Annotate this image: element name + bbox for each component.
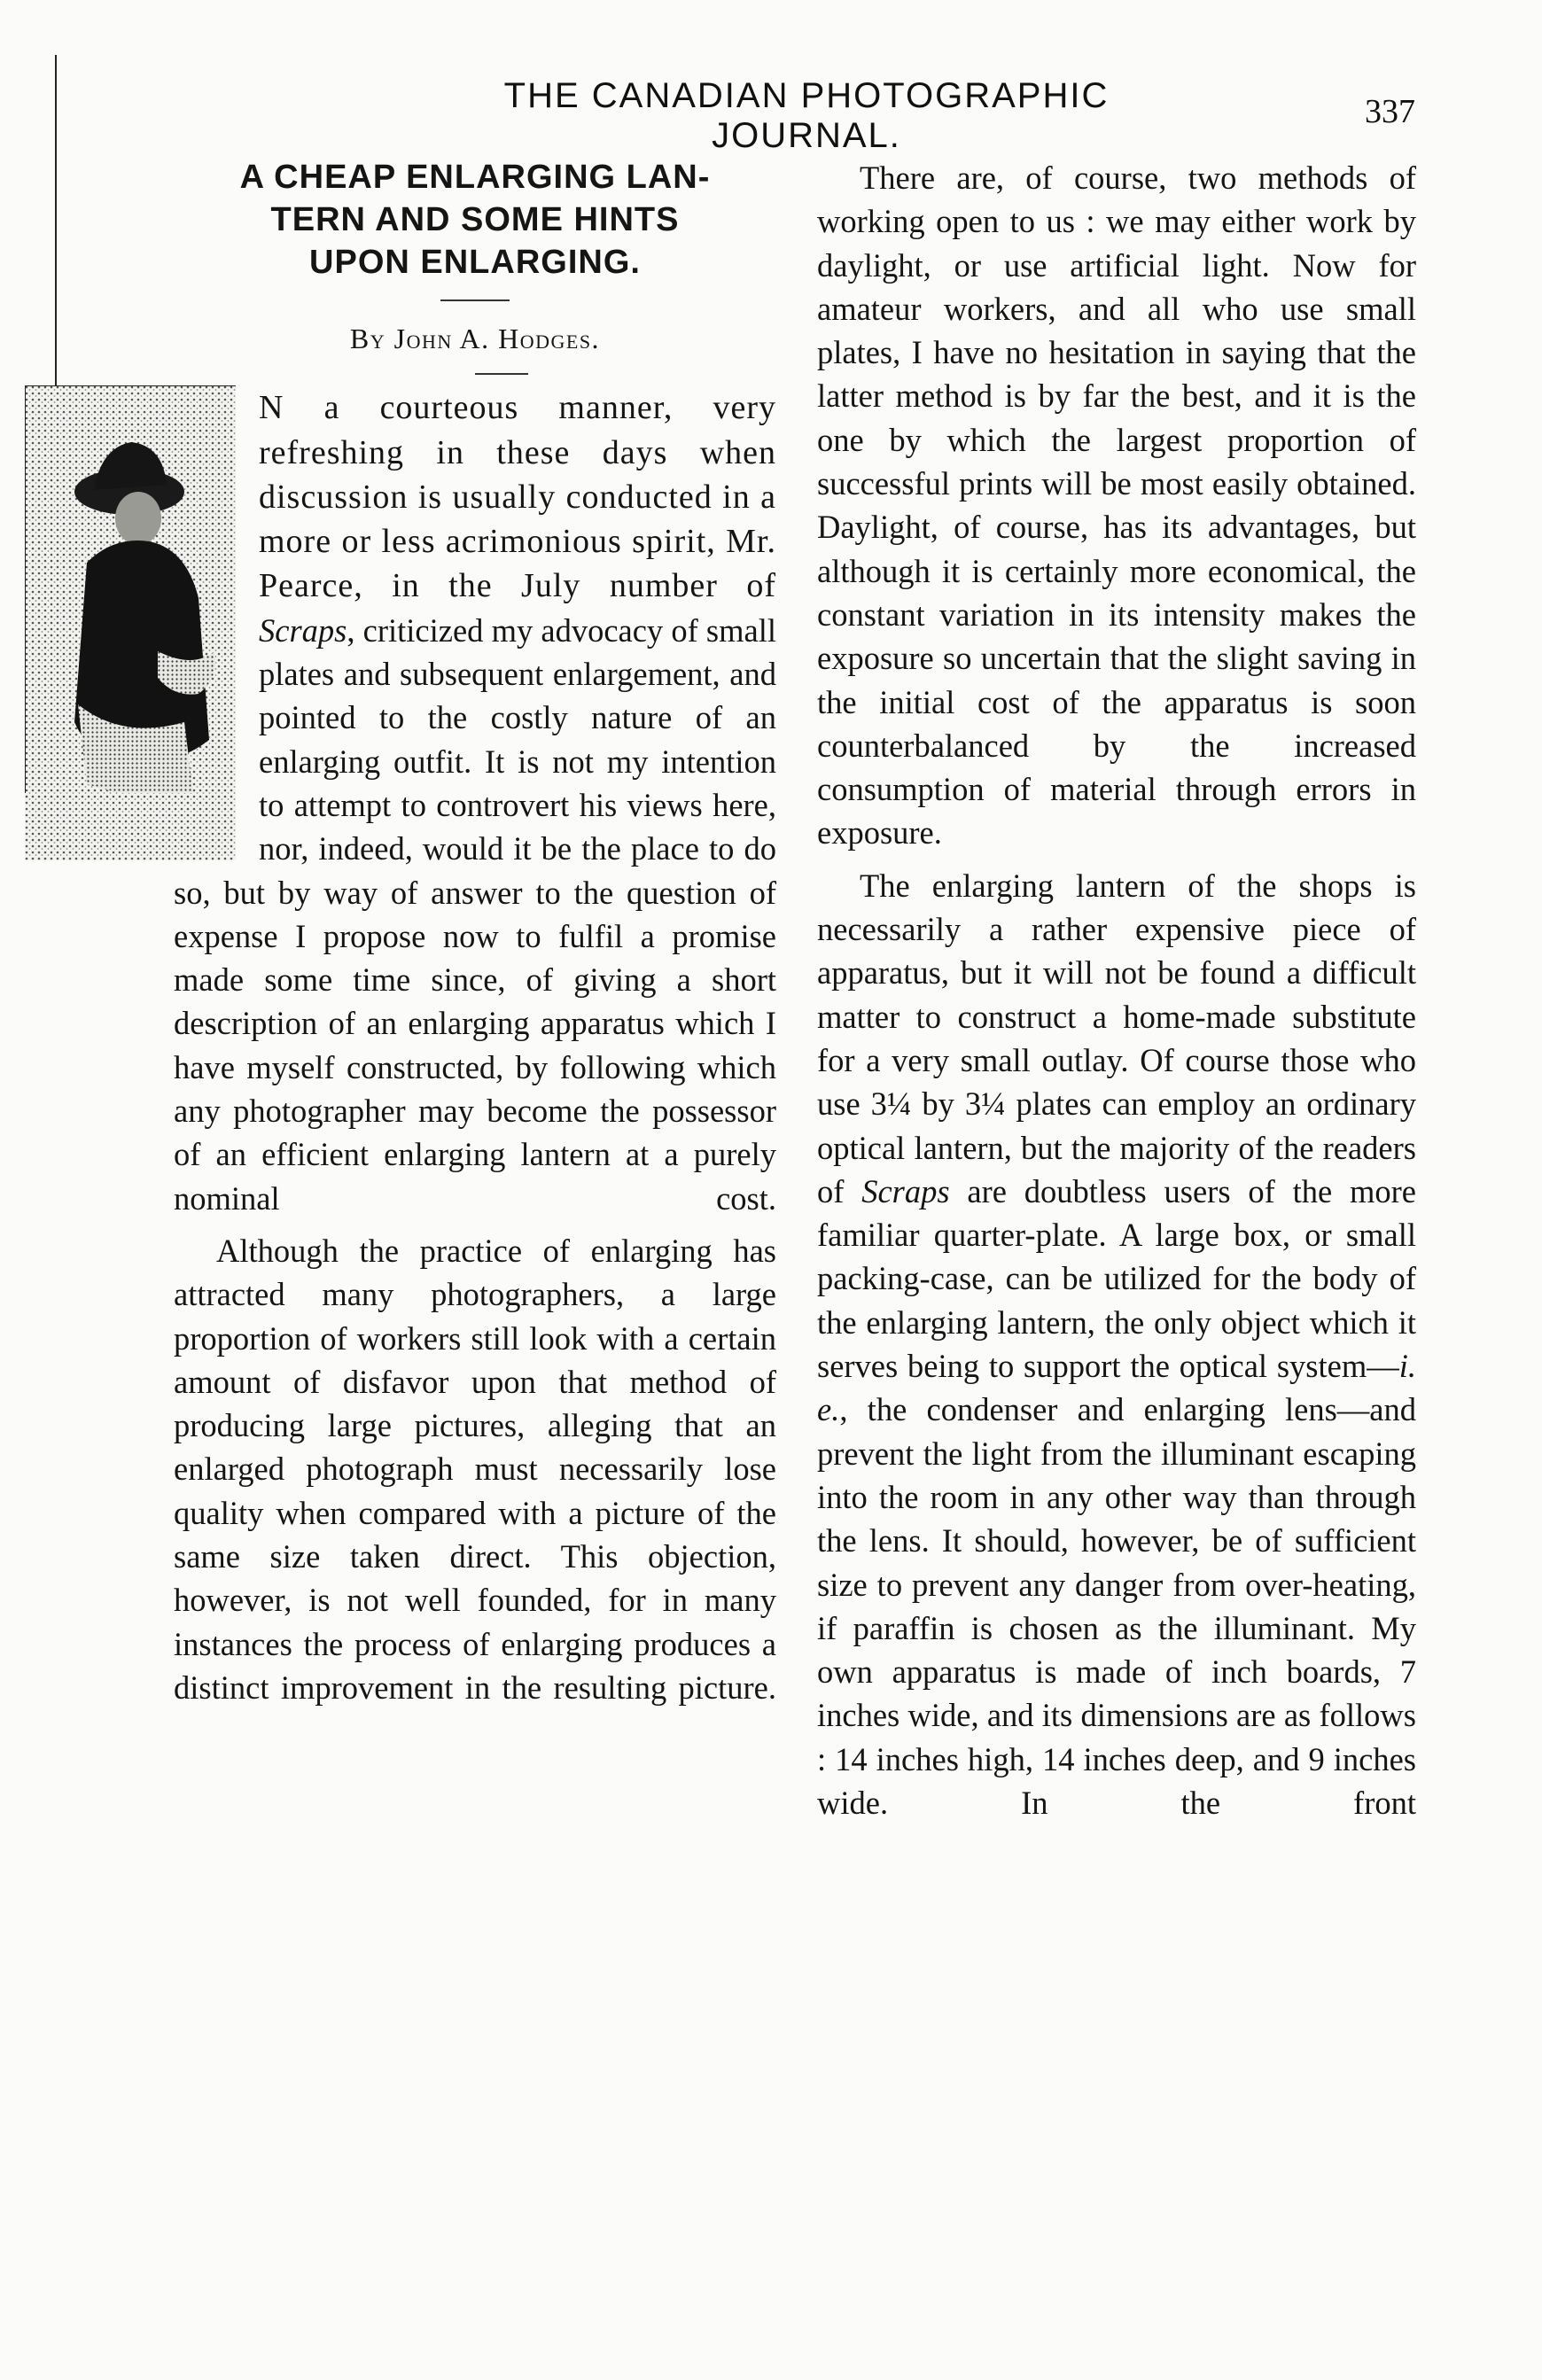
- page-number: 337: [1365, 93, 1415, 130]
- title-line-2: TERN AND SOME HINTS: [270, 201, 680, 238]
- byline-divider: [475, 373, 528, 375]
- right-paragraph-2a: The enlarging lantern of the shops is necessarily a rather expensive piece of apparatus, but it will not be found a difficult matter to construct a home-made substitute for a very small outlay. Of course those who use 3¼ by 3¼ plates can employ an ordinary optical lantern, but the majority of the readers of: [817, 867, 1416, 1209]
- left-paragraph-1-cont: , criticized my advocacy of small plates and subsequent enlargement, and pointed to the costly nature of an enlarging outfit. It is not my intention to attempt to controvert his views here, nor, indeed, would it be the place to do so, but by way of answer to the question of expense I propose now to fulfil a promise made some time since, of giving a short description of an enlarging apparatus which I have myself constructed, by following which any photographer may become the possessor of an efficient enlarging lantern at a purely nominal cost.: [174, 611, 776, 1217]
- right-paragraph-2c: , the condenser and enlarging lens—and prevent the light from the illuminant escaping into the room in any other way than through the lens. It should, however, be of sufficient size to prevent any danger from over-heating, if paraffin is chosen as the illuminant. My own apparatus is made of inch boards, 7 inches wide, and its dimensions are as follows : 14 inches high, 14 inches deep, and 9 inches wide. In the front: [817, 1391, 1416, 1821]
- running-header: THE CANADIAN PHOTOGRAPHIC JOURNAL.: [503, 76, 1110, 155]
- right-column: [817, 156, 1416, 1824]
- title-divider: [440, 299, 510, 301]
- left-paragraph-2: Although the practice of enlarging has attracted many photographers, a large proportion of workers still look with a certain amount of disfavor upon that method of producing large pictures, alleging that an enlarged photograph must necessarily lose quality when compared with a picture of the same size taken direct. This objection, however, is not well founded, for in many instances the process of enlarging produces a distinct improvement in the resulting picture.: [174, 1232, 776, 1706]
- scraps-italic-2: Scraps: [861, 1172, 950, 1209]
- byline: By John A. Hodges.: [349, 323, 601, 354]
- margin-rule: [55, 55, 57, 409]
- engraving-image: [25, 385, 236, 860]
- ie-italic: i. e.: [817, 1348, 1416, 1428]
- left-column: [174, 156, 776, 1709]
- illustration-woman-in-hat: [25, 385, 236, 860]
- right-paragraph-2: [817, 864, 1416, 1825]
- right-paragraph-2b: are doubtless users of the more familiar quarter-plate. A large box, or small packing-case, can be utilized for the body of the enlarging lantern, the only object which it serves being to support the optical system—: [817, 1172, 1417, 1385]
- drop-cap-text: N a courteous manner, very refreshing in these days when discussion is usually conducted in a more or less acrimonious spirit, Mr. Pearce, in the July number of: [259, 389, 776, 605]
- right-paragraph-1: There are, of course, two methods of working open to us : we may either work by daylight, or use artificial light. Now for amateur workers, and all who use small plates, I have no hesitation in saying that the latter method is by far the best, and it is the one by which the largest proportion of successful prints will be most easily obtained. Daylight, of course, has its advantages, but although it is certainly more economical, the constant variation in its intensity makes the exposure so uncertain that the slight saving in the initial cost of the apparatus is soon counterbalanced by the increased consumption of material through errors in exposure.: [817, 159, 1416, 852]
- scraps-italic: Scraps: [259, 611, 347, 649]
- article-title: [174, 156, 776, 284]
- left-paragraph-1: [174, 385, 776, 1220]
- title-line-3: UPON ENLARGING.: [309, 244, 641, 281]
- title-line-1: A CHEAP ENLARGING LAN-: [239, 159, 711, 196]
